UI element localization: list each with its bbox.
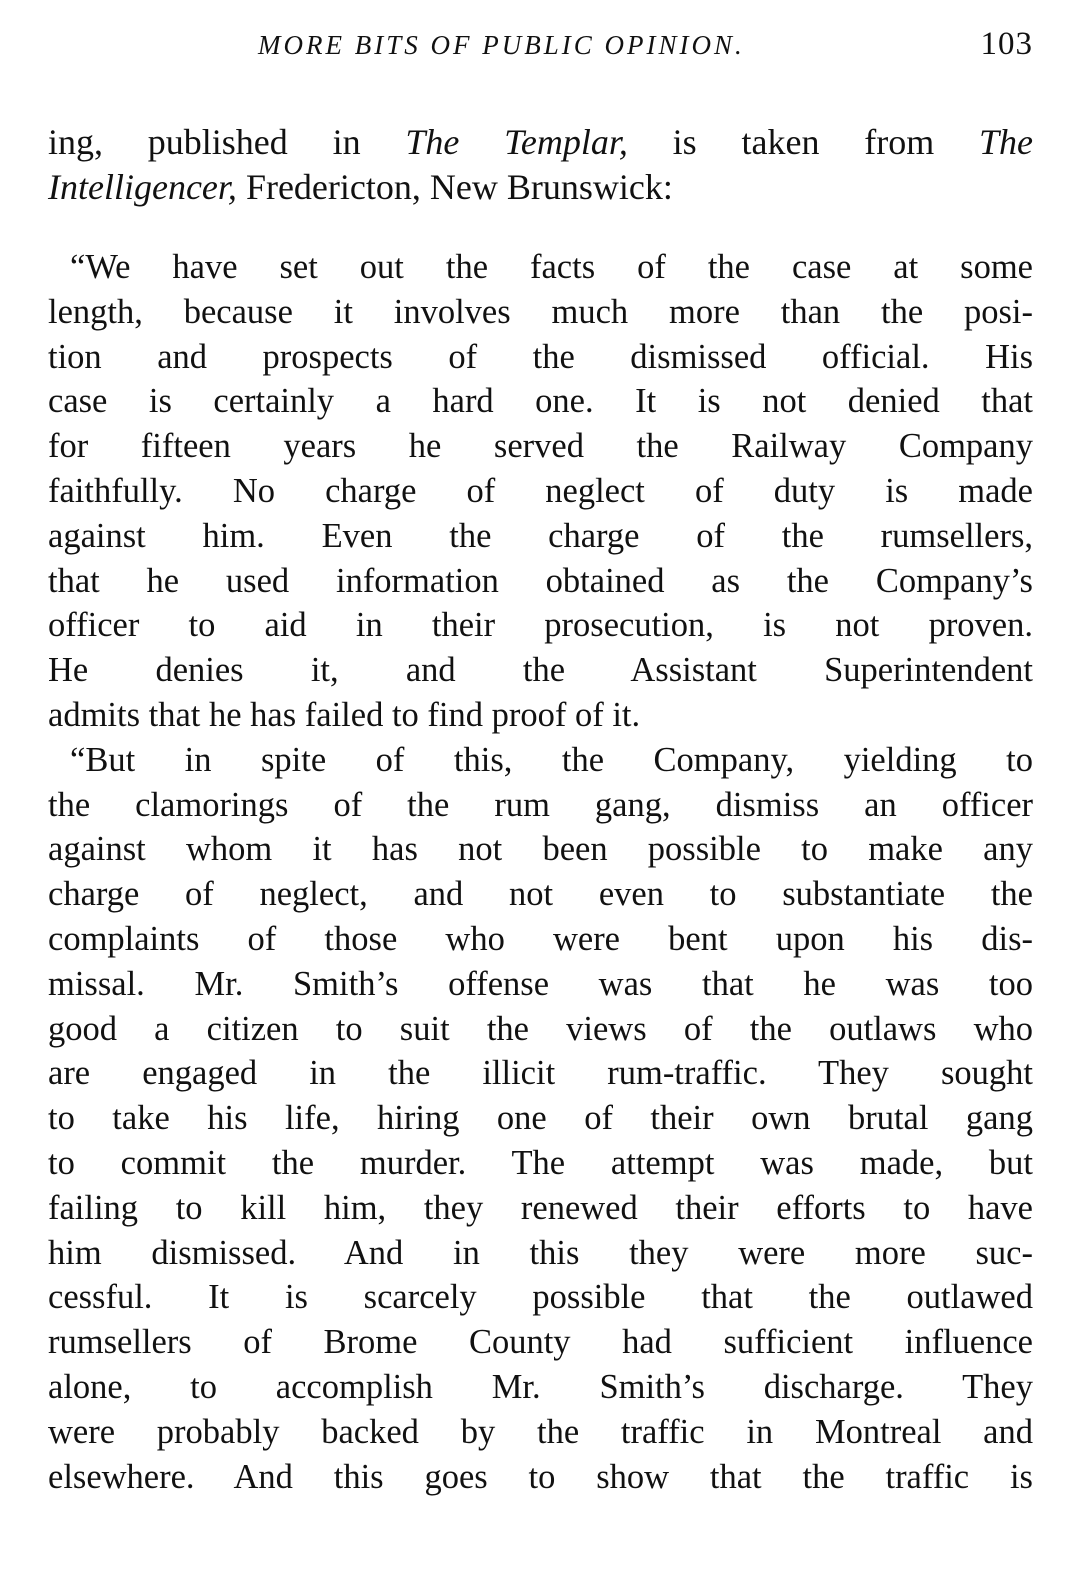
text-line: case is certainly a hard one. It is not denied that: [48, 382, 1033, 421]
text-line: charge of neglect, and not even to substantiate the: [48, 875, 1033, 914]
text-line: were probably backed by the traffic in Montreal and: [48, 1412, 1033, 1451]
text-line: cessful. It is scarcely possible that the outlawed: [48, 1278, 1033, 1317]
text-line: the clamorings of the rum gang, dismiss an officer: [48, 785, 1033, 824]
text-line: tion and prospects of the dismissed official. His: [48, 337, 1033, 376]
intro-text-1: ing, published in: [48, 122, 406, 162]
text-line: missal. Mr. Smith’s offense was that he was too: [48, 964, 1033, 1003]
text-line: “But in spite of this, the Company, yielding to: [70, 740, 1033, 779]
book-page: [48, 26, 1034, 1570]
text-line: He denies it, and the Assistant Superintendent: [48, 651, 1033, 690]
text-line: officer to aid in their prosecution, is not proven.: [48, 606, 1033, 645]
text-line: good a citizen to suit the views of the outlaws who: [48, 1009, 1033, 1048]
text-line: length, because it involves much more than the posi-: [48, 292, 1033, 331]
text-line: against him. Even the charge of the rumsellers,: [48, 516, 1033, 555]
text-line: elsewhere. And this goes to show that the traffic is: [48, 1457, 1033, 1496]
quote-paragraph-2: [48, 738, 1033, 1500]
text-line: to take his life, hiring one of their own brutal gang: [48, 1099, 1033, 1138]
text-line: faithfully. No charge of neglect of duty is made: [48, 471, 1033, 510]
text-line: that he used information obtained as the Company’s: [48, 561, 1033, 600]
journal-title-intelligencer: Intelligencer,: [48, 166, 237, 207]
intro-text-3: Fredericton, New Brunswick:: [236, 166, 673, 207]
text-line: “We have set out the facts of the case at some: [70, 248, 1033, 286]
text-line: are engaged in the illicit rum-traffic. They sought: [48, 1054, 1033, 1093]
intro-line-1: [48, 120, 1033, 165]
text-line: against whom it has not been possible to make any: [48, 830, 1033, 869]
journal-title-the: The: [979, 122, 1034, 162]
intro-line-2: [48, 165, 1033, 210]
text-line: him dismissed. And in this they were more suc-: [48, 1233, 1033, 1272]
intro-text-2: is taken from: [627, 122, 980, 162]
page-number: 103: [980, 26, 1033, 62]
text-line: alone, to accomplish Mr. Smith’s discharge. They: [48, 1367, 1033, 1406]
text-line: failing to kill him, they renewed their efforts to have: [48, 1188, 1033, 1227]
quote-paragraph-1: [48, 245, 1033, 738]
text-line: rumsellers of Brome County had sufficient influence: [48, 1323, 1033, 1362]
running-head: [48, 26, 1033, 70]
text-line: admits that he has failed to find proof of it.: [48, 695, 641, 734]
text-line: to commit the murder. The attempt was made, but: [48, 1143, 1033, 1182]
intro-paragraph: [48, 120, 1033, 209]
text-line: complaints of those who were bent upon his dis-: [48, 919, 1033, 958]
journal-title-templar: The Templar,: [405, 122, 628, 162]
text-line: for fifteen years he served the Railway Company: [48, 427, 1033, 466]
running-title: MORE BITS OF PUBLIC OPINION.: [258, 30, 745, 60]
